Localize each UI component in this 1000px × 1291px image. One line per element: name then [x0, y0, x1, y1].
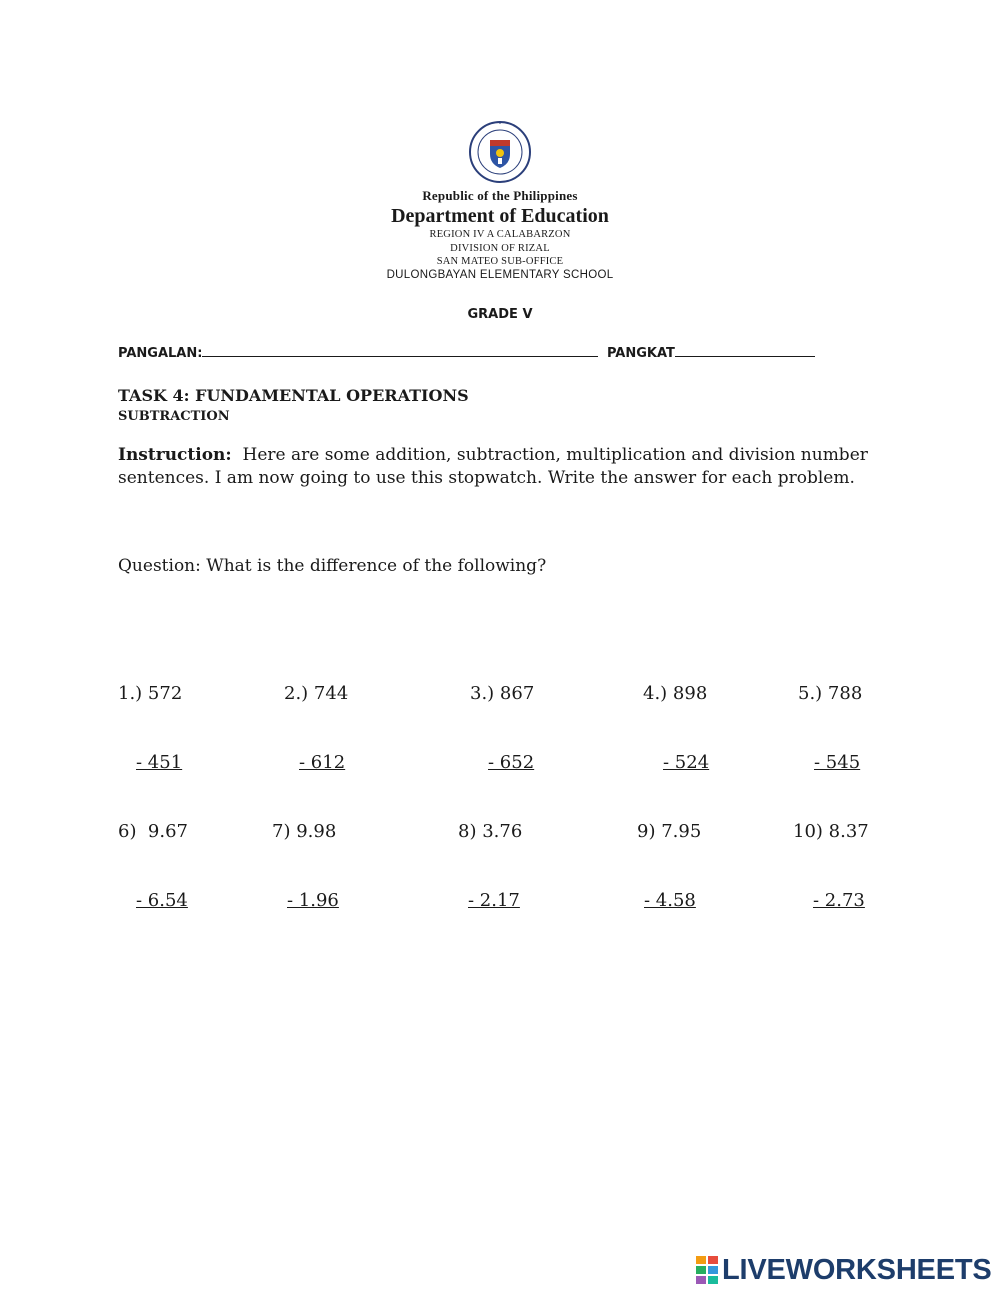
instruction-text: Here are some addition, subtraction, multiplication and division number sentences. I am now going to use this stopwatch. Write the answer for each problem.: [118, 445, 868, 488]
liveworksheets-logo-icon: [696, 1256, 718, 1284]
instruction-paragraph: [118, 444, 878, 490]
section-label: PANGKAT: [606, 346, 675, 361]
problem-subtrahend: - 545: [814, 752, 861, 773]
deped-seal-icon: [468, 120, 532, 184]
question-text: Question: What is the difference of the following?: [118, 556, 547, 576]
problem-subtrahend: - 4.58: [644, 890, 696, 911]
section-field[interactable]: [675, 344, 815, 357]
problem-4: [643, 636, 709, 797]
problem-subtrahend: - 1.96: [287, 890, 339, 911]
school-name: DULONGBAYAN ELEMENTARY SCHOOL: [386, 269, 614, 281]
problem-9: [637, 774, 701, 935]
problem-10: [793, 774, 869, 935]
problem-subtrahend: - 524: [663, 752, 710, 773]
problem-subtrahend: - 2.17: [468, 890, 520, 911]
region-line: REGION IV A CALABARZON: [429, 229, 571, 240]
republic-heading: Republic of the Philippines: [422, 188, 578, 203]
problem-minuend: 3.) 867: [470, 683, 535, 704]
name-label: PANGALAN:: [118, 346, 203, 361]
department-heading: Department of Education: [391, 205, 609, 227]
task-title: TASK 4: FUNDAMENTAL OPERATIONS: [118, 386, 469, 405]
student-info-row: [118, 344, 815, 361]
problem-minuend: 7) 9.98: [272, 821, 337, 842]
problem-7: [272, 774, 339, 935]
suboffice-line: SAN MATEO SUB-OFFICE: [436, 256, 564, 267]
problem-minuend: 5.) 788: [798, 683, 863, 704]
problem-8: [458, 774, 522, 935]
task-subtitle: SUBTRACTION: [118, 409, 230, 424]
problem-minuend: 8) 3.76: [458, 821, 523, 842]
problem-subtrahend: - 612: [299, 752, 346, 773]
problem-3: [470, 636, 534, 797]
liveworksheets-logo-text: LIVEWORKSHEETS: [722, 1254, 992, 1286]
name-field[interactable]: [202, 344, 598, 357]
problem-subtrahend: - 6.54: [136, 890, 188, 911]
problem-minuend: 2.) 744: [284, 683, 349, 704]
problem-subtrahend: - 2.73: [813, 890, 865, 911]
problem-5: [798, 636, 862, 797]
division-line: DIVISION OF RIZAL: [450, 243, 550, 254]
problem-minuend: 9) 7.95: [637, 821, 702, 842]
problem-1: [118, 636, 182, 797]
instruction-label: Instruction:: [118, 445, 232, 465]
problem-minuend: 4.) 898: [643, 683, 708, 704]
problem-6: [118, 774, 188, 935]
problem-subtrahend: - 652: [488, 752, 535, 773]
problem-minuend: 10) 8.37: [793, 821, 869, 842]
problem-minuend: 6) 9.67: [118, 821, 188, 842]
problem-2: [284, 636, 348, 797]
problem-minuend: 1.) 572: [118, 683, 183, 704]
problem-subtrahend: - 451: [136, 752, 183, 773]
grade-level: GRADE V: [467, 307, 533, 322]
